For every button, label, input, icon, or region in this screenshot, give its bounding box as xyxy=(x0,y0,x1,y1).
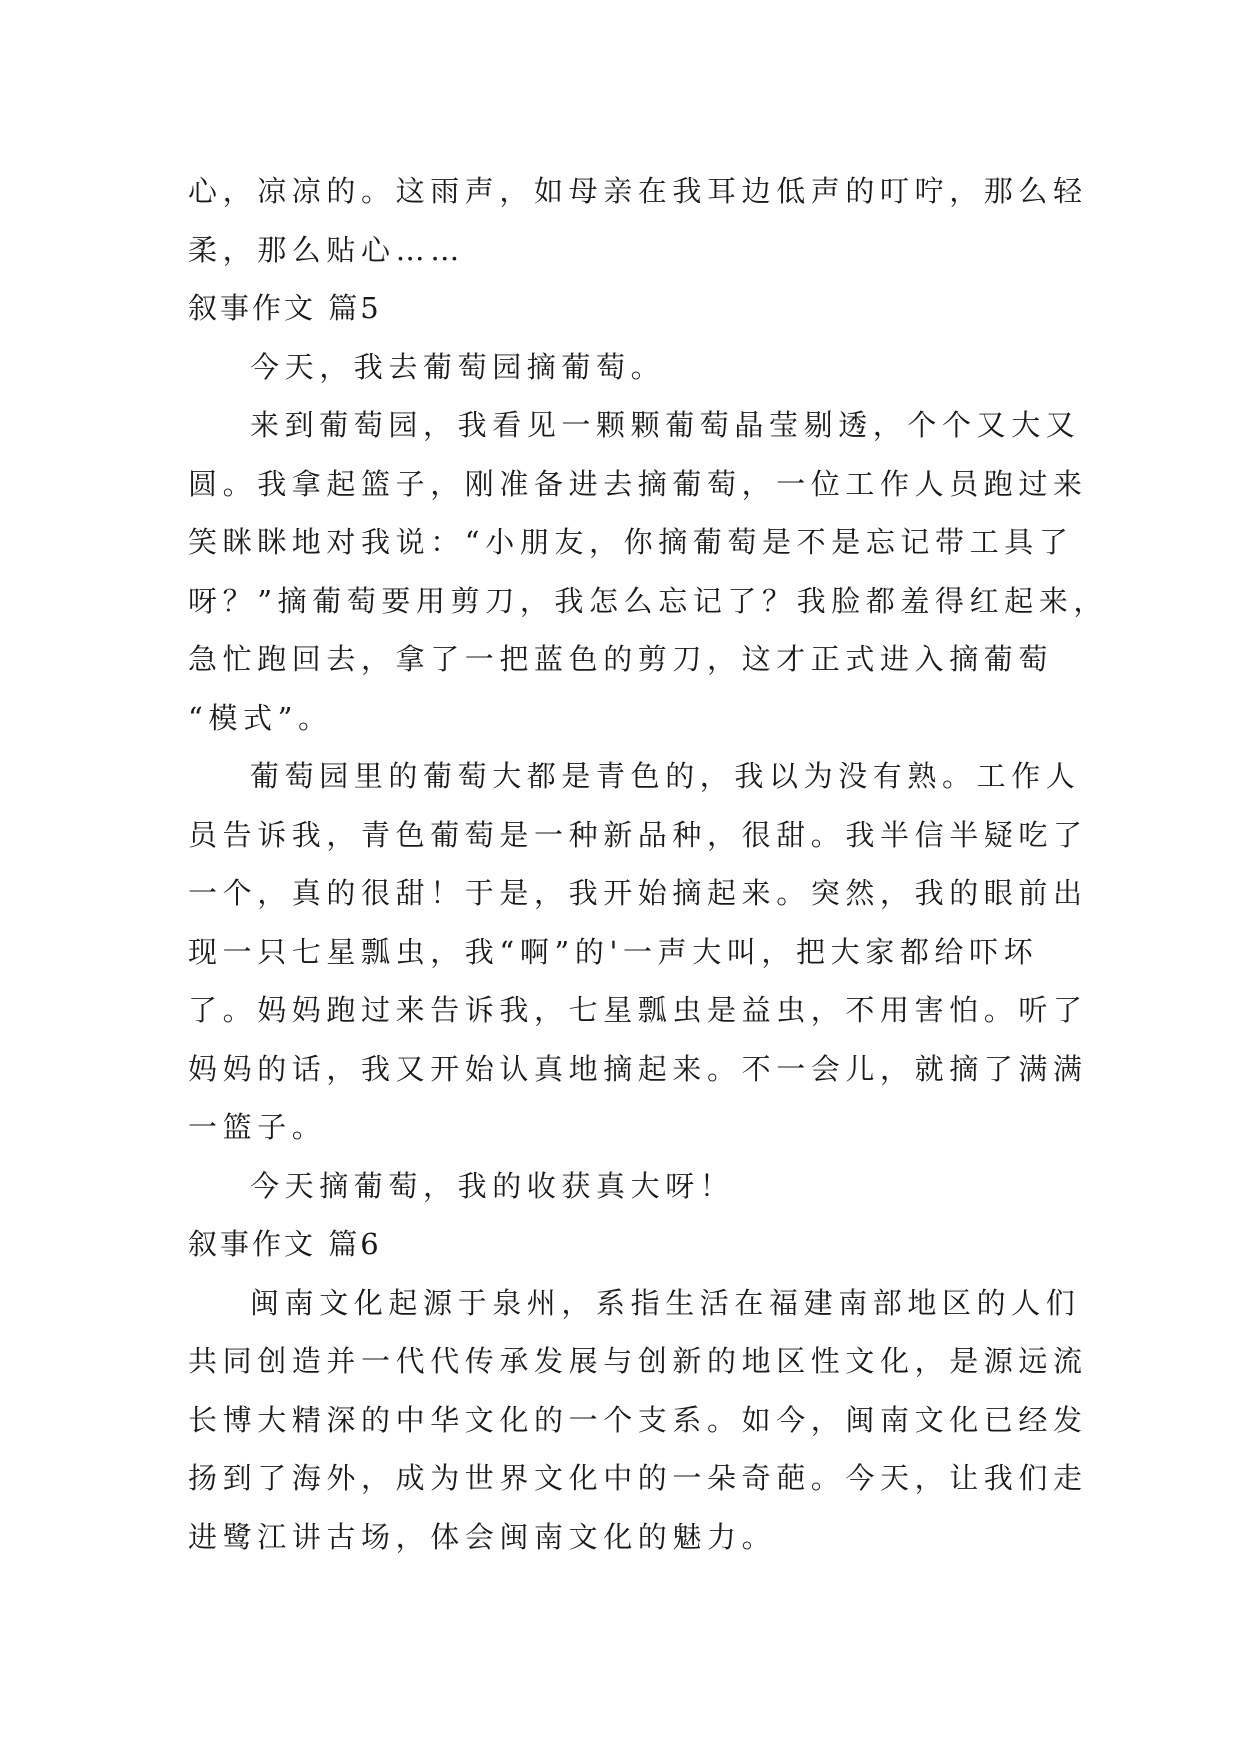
document-page xyxy=(188,162,1109,1566)
text-line: 圆。我拿起篮子，刚准备进去摘葡萄，一位工作人员跑过来 xyxy=(188,466,1088,501)
paragraph-first-line: 来到葡萄园，我看见一颗颗葡萄晶莹剔透，个个又大又 xyxy=(250,408,1081,442)
text-line: “模式”。 xyxy=(188,700,333,735)
text-line: 一篮子。 xyxy=(188,1110,327,1144)
text-line: 共同创造并一代代传承发展与创新的地区性文化，是源远流 xyxy=(188,1344,1088,1378)
text-line: 了。妈妈跑过来告诉我，七星瓢虫是益虫，不用害怕。听了 xyxy=(188,993,1088,1027)
text-line: 呀？”摘葡萄要用剪刀，我怎么忘记了？我脸都羞得红起来， xyxy=(188,583,1109,618)
text-line: 急忙跑回去，拿了一把蓝色的剪刀，这才正式进入摘葡萄 xyxy=(188,642,1054,676)
paragraph-first-line: 今天，我去葡萄园摘葡萄。 xyxy=(250,349,666,384)
text-line: 妈妈的话，我又开始认真地摘起来。不一会儿，就摘了满满 xyxy=(188,1051,1088,1086)
text-line: 长博大精深的中华文化的一个支系。如今，闽南文化已经发 xyxy=(188,1402,1088,1437)
text-line: 扬到了海外，成为世界文化中的一朵奇葩。今天，让我们走 xyxy=(188,1461,1088,1495)
paragraph-first-line: 今天摘葡萄，我的收获真大呀！ xyxy=(250,1168,735,1203)
text-line: 一个，真的很甜！于是，我开始摘起来。突然，我的眼前出 xyxy=(188,876,1088,910)
text-line: 进鹭江讲古场，体会闽南文化的魅力。 xyxy=(188,1519,777,1554)
section-heading: 叙事作文 篇5 xyxy=(188,291,382,325)
paragraph-first-line: 闽南文化起源于泉州，系指生活在福建南部地区的人们 xyxy=(250,1285,1081,1320)
text-line: 员告诉我，青色葡萄是一种新品种，很甜。我半信半疑吃了 xyxy=(188,817,1088,852)
paragraph-first-line: 葡萄园里的葡萄大都是青色的，我以为没有熟。工作人 xyxy=(250,759,1081,793)
text-line: 柔，那么贴心…… xyxy=(188,232,465,267)
text-line: 现一只七星瓢虫，我“啊”的'一声大叫，把大家都给吓坏 xyxy=(188,934,1039,969)
text-line: 心，凉凉的。这雨声，如母亲在我耳边低声的叮咛，那么轻 xyxy=(188,174,1088,208)
section-heading: 叙事作文 篇6 xyxy=(188,1227,382,1261)
text-line: 笑眯眯地对我说：“小朋友，你摘葡萄是不是忘记带工具了 xyxy=(188,525,1074,559)
